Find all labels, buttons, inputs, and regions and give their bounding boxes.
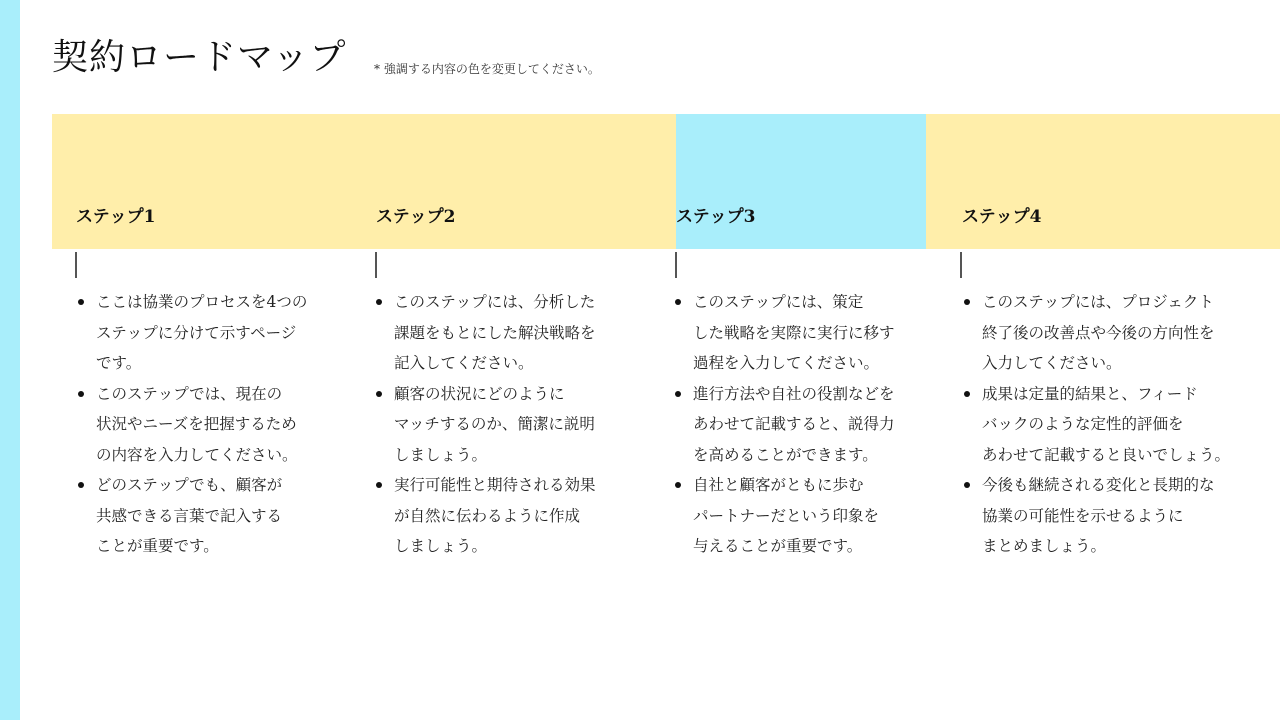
step-1-title: ステップ1 — [76, 207, 156, 227]
step-3-tick — [675, 252, 677, 278]
highlight-band-yellow-right — [926, 114, 1280, 249]
step-3-bullets — [673, 287, 895, 562]
color-change-note: * 強調する内容の色を変更してください。 — [374, 62, 600, 76]
list-item: どのステップでも、顧客が 共感できる言葉で記入する ことが重要です。 — [76, 470, 307, 562]
highlight-band-yellow-left — [52, 114, 676, 249]
list-item: 進行方法や自社の役割などを あわせて記載すると、説得力 を高めることができます。 — [673, 379, 895, 471]
list-item: 成果は定量的結果と、フィード バックのような定性的評価を あわせて記載すると良いでしょう。 — [962, 379, 1230, 471]
list-item: このステップには、プロジェクト 終了後の改善点や今後の方向性を 入力してください。 — [962, 287, 1230, 379]
list-item: 今後も継続される変化と長期的な 協業の可能性を示せるように まとめましょう。 — [962, 470, 1230, 562]
list-item: 顧客の状況にどのように マッチするのか、簡潔に説明 しましょう。 — [374, 379, 596, 471]
list-item: 自社と顧客がともに歩む パートナーだという印象を 与えることが重要です。 — [673, 470, 895, 562]
step-4-title: ステップ4 — [962, 207, 1042, 227]
list-item: このステップでは、現在の 状況やニーズを把握するため の内容を入力してください。 — [76, 379, 307, 471]
left-accent-bar — [0, 0, 20, 720]
list-item: 実行可能性と期待される効果 が自然に伝わるように作成 しましょう。 — [374, 470, 596, 562]
step-1-bullets — [76, 287, 307, 562]
list-item: ここは協業のプロセスを4つの ステップに分けて示すページ です。 — [76, 287, 307, 379]
list-item: このステップには、策定 した戦略を実際に実行に移す 過程を入力してください。 — [673, 287, 895, 379]
list-item: このステップには、分析した 課題をもとにした解決戦略を 記入してください。 — [374, 287, 596, 379]
step-2-title: ステップ2 — [376, 207, 456, 227]
step-1-tick — [75, 252, 77, 278]
step-4-bullets — [962, 287, 1230, 562]
step-2-bullets — [374, 287, 596, 562]
page-title: 契約ロードマップ — [52, 37, 347, 78]
step-2-tick — [375, 252, 377, 278]
step-3-title: ステップ3 — [676, 207, 756, 227]
highlight-band-cyan — [676, 114, 926, 249]
step-4-tick — [960, 252, 962, 278]
